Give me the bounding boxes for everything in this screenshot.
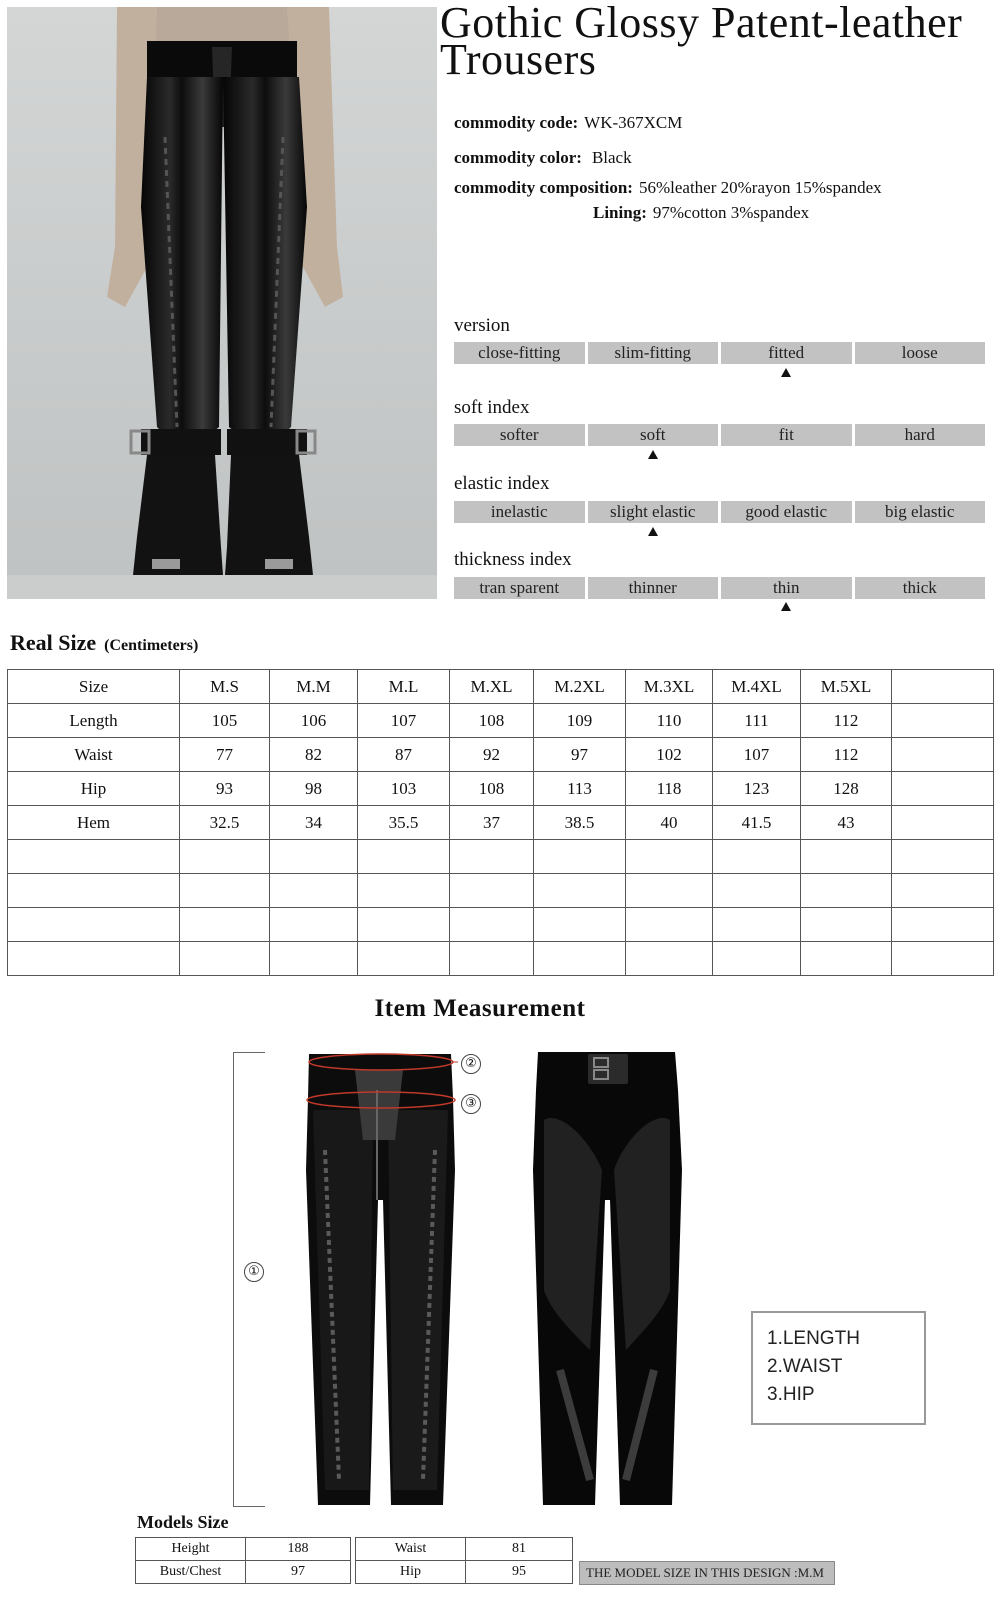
elastic-index-option: good elastic [721, 501, 852, 523]
size-value-cell [534, 942, 626, 976]
commodity-code-value: WK-367XCM [584, 113, 683, 132]
size-value-cell: 43 [801, 806, 892, 840]
table-row [8, 806, 994, 840]
size-value-cell: 123 [713, 772, 801, 806]
real-size-title: Real Size [10, 630, 97, 655]
size-header-cell: M.S [180, 670, 270, 704]
back-trousers-image [530, 1050, 685, 1510]
size-value-cell [892, 840, 994, 874]
size-value-cell [713, 874, 801, 908]
soft-index-option: fit [721, 424, 852, 446]
thickness-index-bar [454, 577, 985, 599]
thickness-index-option: thinner [588, 577, 719, 599]
thickness-index-option: thin [721, 577, 852, 599]
front-trousers-image [303, 1050, 458, 1510]
commodity-composition-value: 56%leather 20%rayon 15%spandex [638, 178, 882, 197]
size-value-cell: 98 [270, 772, 358, 806]
size-value-cell: 92 [450, 738, 534, 772]
models-size-heading: Models Size [137, 1512, 229, 1532]
version-title: version [454, 315, 510, 336]
size-value-cell: 41.5 [713, 806, 801, 840]
size-value-cell [450, 874, 534, 908]
table-row [8, 942, 994, 976]
size-value-cell [892, 704, 994, 738]
size-value-cell: 40 [626, 806, 713, 840]
product-title: Gothic Glossy Patent-leather Trousers [440, 0, 963, 84]
size-value-cell: 105 [180, 704, 270, 738]
table-row [356, 1538, 573, 1561]
measurement-label-cell [8, 874, 180, 908]
size-value-cell: 112 [801, 738, 892, 772]
size-header-cell: M.2XL [534, 670, 626, 704]
elastic-index-option: slight elastic [588, 501, 719, 523]
table-row [8, 874, 994, 908]
table-row [8, 772, 994, 806]
size-value-cell: 38.5 [534, 806, 626, 840]
size-header-row [8, 670, 994, 704]
size-value-cell [892, 942, 994, 976]
legend-length: 1.LENGTH [767, 1328, 860, 1349]
bust-value: 97 [246, 1561, 351, 1584]
thickness-index-option: thick [855, 577, 986, 599]
size-value-cell [801, 908, 892, 942]
size-value-cell [450, 908, 534, 942]
size-value-cell [534, 874, 626, 908]
size-value-cell [713, 942, 801, 976]
size-value-cell [626, 840, 713, 874]
size-value-cell: 107 [713, 738, 801, 772]
size-value-cell: 35.5 [358, 806, 450, 840]
soft-index-option: softer [454, 424, 585, 446]
waist-label: Waist [356, 1538, 466, 1561]
version-option: loose [855, 342, 986, 364]
size-value-cell: 118 [626, 772, 713, 806]
size-value-cell [180, 874, 270, 908]
size-value-cell [534, 840, 626, 874]
size-value-cell [892, 806, 994, 840]
size-value-cell: 103 [358, 772, 450, 806]
size-value-cell [270, 874, 358, 908]
size-value-cell: 87 [358, 738, 450, 772]
model-wearing-trousers-image [7, 7, 437, 599]
soft-index-selected-marker [648, 450, 658, 459]
table-row [8, 704, 994, 738]
model-size-note: THE MODEL SIZE IN THIS DESIGN :M.M [579, 1561, 835, 1585]
waist-value: 81 [466, 1538, 573, 1561]
soft-index-bar [454, 424, 985, 446]
thickness-index-selected-marker [781, 602, 791, 611]
size-value-cell: 113 [534, 772, 626, 806]
size-value-cell [180, 840, 270, 874]
size-value-cell: 37 [450, 806, 534, 840]
size-value-cell [626, 874, 713, 908]
thickness-index-option: tran sparent [454, 577, 585, 599]
size-value-cell: 108 [450, 704, 534, 738]
version-option: close-fitting [454, 342, 585, 364]
measurement-label-cell: Waist [8, 738, 180, 772]
size-value-cell [713, 840, 801, 874]
measurement-label-cell [8, 908, 180, 942]
size-value-cell [892, 772, 994, 806]
hip-marker: ③ [461, 1094, 481, 1114]
hip-label: Hip [356, 1561, 466, 1584]
height-label: Height [136, 1538, 246, 1561]
elastic-index-bar [454, 501, 985, 523]
commodity-composition-label: commodity composition: [454, 178, 633, 197]
lining-label: Lining: [593, 203, 647, 222]
table-row [356, 1561, 573, 1584]
size-value-cell: 110 [626, 704, 713, 738]
bust-label: Bust/Chest [136, 1561, 246, 1584]
size-header-cell: M.5XL [801, 670, 892, 704]
size-header-cell: M.M [270, 670, 358, 704]
size-header-cell: Size [8, 670, 180, 704]
size-value-cell: 108 [450, 772, 534, 806]
model-size-table-left [135, 1537, 351, 1584]
size-value-cell [358, 908, 450, 942]
commodity-composition-row [454, 178, 882, 198]
size-value-cell [626, 908, 713, 942]
size-value-cell: 97 [534, 738, 626, 772]
size-value-cell: 32.5 [180, 806, 270, 840]
size-value-cell [180, 942, 270, 976]
measurement-label-cell: Length [8, 704, 180, 738]
elastic-index-option: big elastic [855, 501, 986, 523]
size-value-cell [801, 840, 892, 874]
size-value-cell: 109 [534, 704, 626, 738]
version-selected-marker [781, 368, 791, 377]
size-value-cell: 34 [270, 806, 358, 840]
commodity-color-value: Black [591, 148, 632, 167]
version-option: slim-fitting [588, 342, 719, 364]
size-value-cell [534, 908, 626, 942]
size-value-cell: 106 [270, 704, 358, 738]
commodity-color-row [454, 148, 632, 168]
real-size-heading [10, 630, 198, 656]
size-header-cell [892, 670, 994, 704]
size-header-cell: M.4XL [713, 670, 801, 704]
size-value-cell: 107 [358, 704, 450, 738]
size-value-cell [270, 840, 358, 874]
soft-index-option: soft [588, 424, 719, 446]
size-header-cell: M.L [358, 670, 450, 704]
measurement-label-cell [8, 942, 180, 976]
soft-index-option: hard [855, 424, 986, 446]
measurement-label-cell: Hem [8, 806, 180, 840]
elastic-index-option: inelastic [454, 501, 585, 523]
size-value-cell [358, 874, 450, 908]
table-row [136, 1538, 351, 1561]
version-option: fitted [721, 342, 852, 364]
measurement-legend [751, 1311, 926, 1425]
legend-waist: 2.WAIST [767, 1356, 843, 1377]
size-value-cell [713, 908, 801, 942]
size-value-cell [358, 840, 450, 874]
legend-hip: 3.HIP [767, 1384, 815, 1405]
lining-value: 97%cotton 3%spandex [652, 203, 810, 222]
size-value-cell [626, 942, 713, 976]
size-value-cell: 128 [801, 772, 892, 806]
size-value-cell [801, 942, 892, 976]
item-measurement-title: Item Measurement [374, 995, 586, 1022]
measurement-label-cell [8, 840, 180, 874]
table-row [8, 840, 994, 874]
size-header-cell: M.3XL [626, 670, 713, 704]
table-row [136, 1561, 351, 1584]
size-value-cell: 93 [180, 772, 270, 806]
table-row [8, 738, 994, 772]
size-value-cell [270, 908, 358, 942]
model-size-table-right [355, 1537, 573, 1584]
real-size-unit: (Centimeters) [104, 637, 199, 654]
table-row [8, 908, 994, 942]
size-value-cell [892, 908, 994, 942]
size-value-cell: 77 [180, 738, 270, 772]
elastic-index-selected-marker [648, 527, 658, 536]
hip-value: 95 [466, 1561, 573, 1584]
real-size-table [7, 669, 994, 976]
height-value: 188 [246, 1538, 351, 1561]
lining-row [593, 203, 809, 223]
size-value-cell: 102 [626, 738, 713, 772]
commodity-code-row [454, 113, 682, 133]
size-value-cell [892, 874, 994, 908]
soft-index-title: soft index [454, 397, 530, 418]
size-value-cell [892, 738, 994, 772]
commodity-code-label: commodity code: [454, 113, 579, 132]
elastic-index-title: elastic index [454, 473, 550, 494]
thickness-index-title: thickness index [454, 549, 572, 570]
waist-marker: ② [461, 1054, 481, 1074]
commodity-color-label: commodity color: [454, 148, 582, 167]
version-bar [454, 342, 985, 364]
measurement-label-cell: Hip [8, 772, 180, 806]
size-value-cell: 82 [270, 738, 358, 772]
size-value-cell: 112 [801, 704, 892, 738]
size-value-cell [450, 942, 534, 976]
size-value-cell [270, 942, 358, 976]
size-value-cell [801, 874, 892, 908]
product-photo [7, 7, 437, 599]
size-header-cell: M.XL [450, 670, 534, 704]
size-value-cell [358, 942, 450, 976]
size-value-cell [180, 908, 270, 942]
size-value-cell [450, 840, 534, 874]
size-value-cell: 111 [713, 704, 801, 738]
length-marker: ① [244, 1262, 264, 1282]
